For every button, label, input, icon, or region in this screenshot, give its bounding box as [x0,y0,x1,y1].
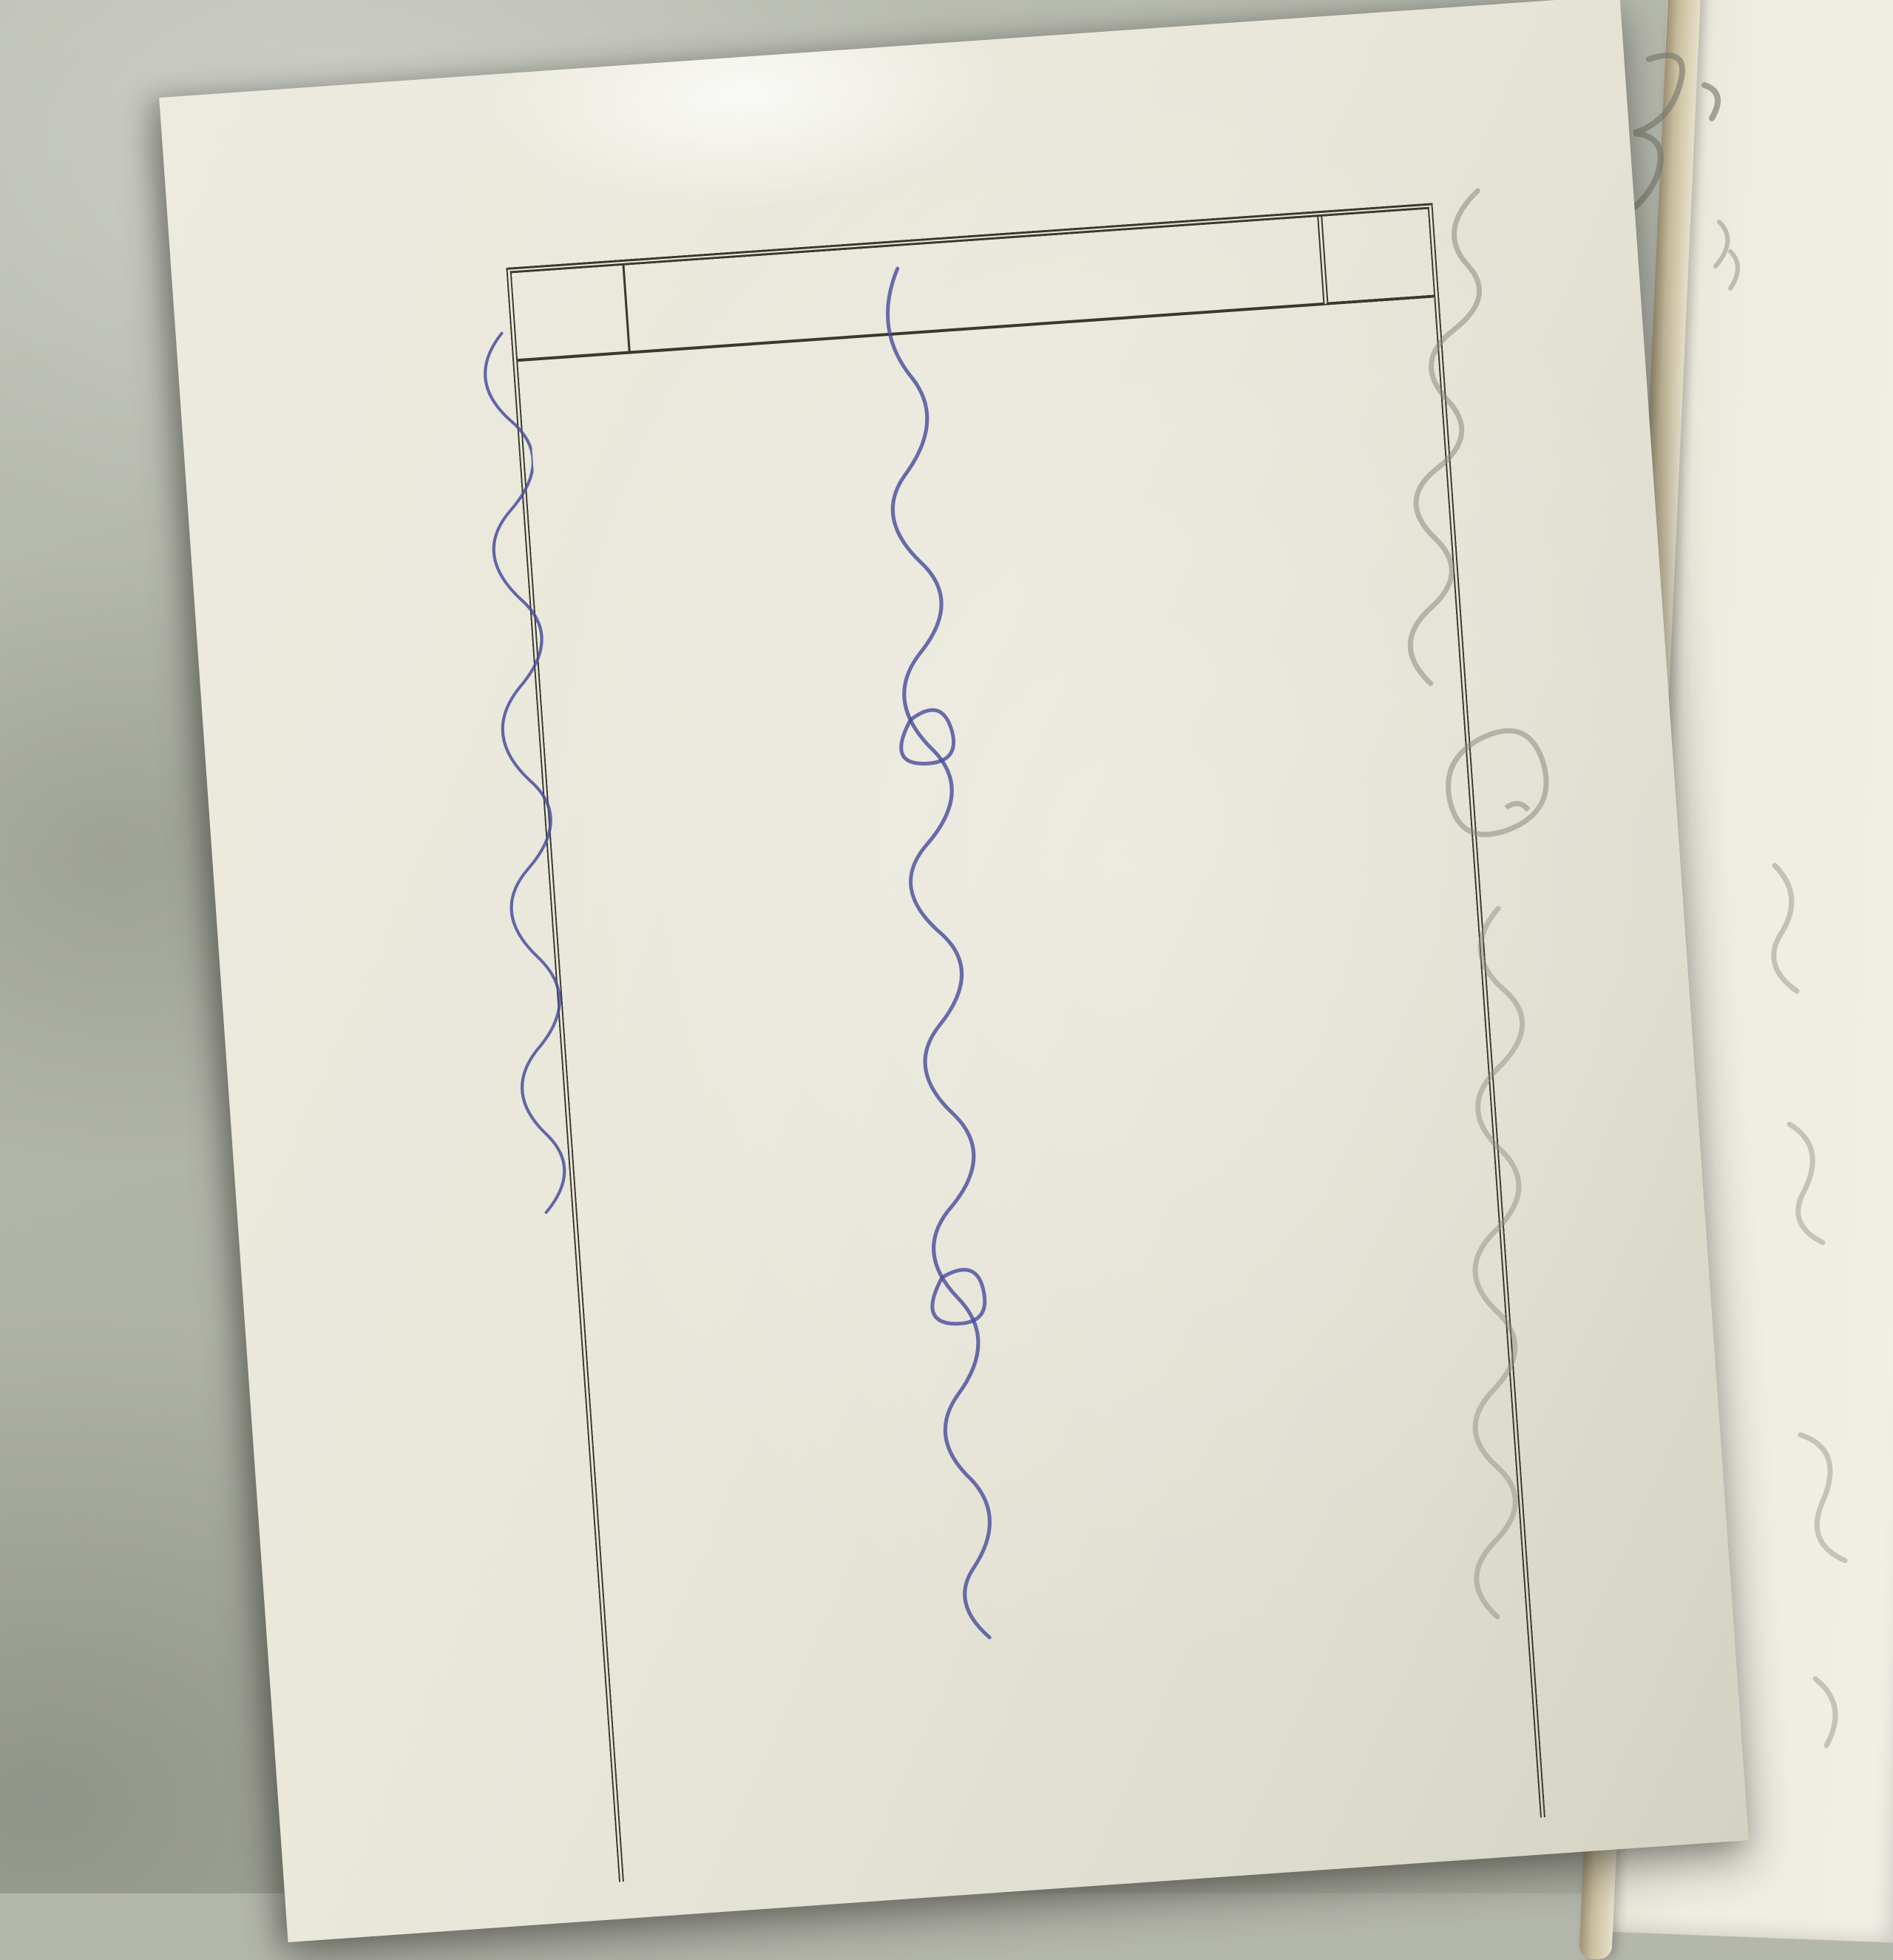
toc-header-row [512,209,1434,360]
book-page [159,0,1749,1942]
toc-table [506,203,1545,1882]
header-index [1317,208,1434,305]
header-to-page [512,264,629,362]
page-title [819,177,1233,206]
header-topic [717,215,1324,347]
header-from-page [622,257,722,354]
